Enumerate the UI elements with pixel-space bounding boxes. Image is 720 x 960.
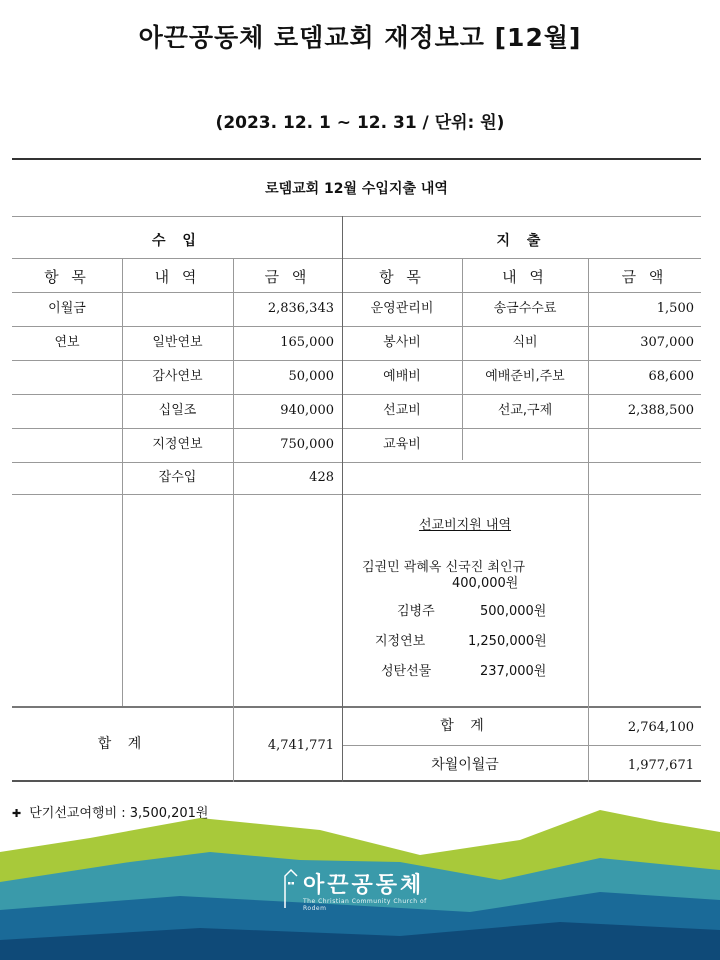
report-period: (2023. 12. 1 ~ 12. 31 / 단위: 원) (215, 113, 505, 133)
expense-total-amount: 2,764,100 (627, 720, 694, 735)
mission-label: 성탄선물 (381, 664, 432, 679)
mission-amount: 500,000원 (480, 604, 547, 619)
expense-detail: 선교,구제 (497, 403, 553, 418)
income-total-amount: 4,741,771 (267, 738, 334, 753)
table-title: 로뎀교회 12월 수입지출 내역 (265, 181, 448, 197)
income-amount: 750,000 (280, 437, 334, 452)
carryover-amount: 1,977,671 (627, 758, 694, 773)
expense-header: 지 출 (496, 233, 547, 249)
divider (462, 258, 463, 460)
expense-amount: 2,388,500 (627, 403, 694, 418)
rule (12, 706, 701, 708)
mission-amount: 1,250,000원 (468, 634, 547, 649)
mission-amount: 237,000원 (480, 664, 547, 679)
income-amount: 50,000 (288, 369, 334, 384)
mission-heading: 선교비지원 내역 (418, 518, 512, 533)
house-icon (283, 868, 299, 908)
income-col-item: 항 목 (44, 268, 90, 286)
expense-item: 봉사비 (383, 335, 421, 350)
rule (342, 745, 701, 746)
mission-names-amount: 400,000원 (452, 576, 519, 591)
rule (12, 326, 701, 327)
cross-icon: ✚ (12, 807, 22, 820)
expense-col-detail: 내 역 (502, 268, 548, 286)
table-top-rule (12, 158, 701, 160)
income-item: 연보 (54, 335, 80, 350)
expense-col-amount: 금 액 (621, 268, 668, 286)
table-bottom-rule (12, 780, 701, 782)
rule (12, 428, 701, 429)
expense-detail: 식비 (512, 335, 538, 350)
carryover-label: 차월이월금 (431, 757, 499, 773)
income-col-detail: 내 역 (154, 268, 201, 286)
expense-col-item: 항 목 (379, 268, 425, 286)
expense-item: 선교비 (383, 403, 421, 418)
community-logo (283, 868, 433, 914)
income-amount: 165,000 (280, 335, 334, 350)
mission-label: 지정연보 (375, 634, 426, 649)
expense-item: 예배비 (383, 369, 421, 384)
rule (12, 494, 701, 495)
mission-names: 김권민 곽혜옥 신국진 최인규 (362, 560, 526, 575)
income-header: 수 입 (152, 233, 202, 249)
income-amount: 940,000 (280, 403, 334, 418)
income-total-label: 합 계 (97, 736, 148, 752)
expense-item: 교육비 (383, 437, 421, 452)
expense-detail: 송금수수료 (493, 301, 557, 316)
income-detail: 잡수입 (158, 470, 197, 485)
expense-amount: 1,500 (656, 301, 694, 316)
income-amount: 2,836,343 (267, 301, 334, 316)
expense-amount: 307,000 (640, 335, 694, 350)
finance-table (12, 158, 701, 782)
income-detail: 일반연보 (152, 335, 203, 350)
income-item: 이월금 (48, 301, 86, 316)
rule (12, 258, 701, 259)
report-title: 아끈공동체 로뎀교회 재정보고 [12월] (138, 23, 582, 52)
income-detail: 감사연보 (152, 369, 203, 384)
rule (12, 216, 701, 217)
rule (12, 462, 701, 463)
expense-detail: 예배준비,주보 (485, 369, 565, 384)
expense-item: 운영관리비 (370, 301, 434, 316)
rule (12, 292, 701, 293)
expense-amount: 68,600 (648, 369, 694, 384)
rule (12, 394, 701, 395)
income-col-amount: 금 액 (264, 268, 311, 286)
expense-total-label: 합 계 (440, 718, 490, 734)
footnote-text: 단기선교여행비 : 3,500,201원 (29, 806, 209, 821)
logo-name: 아끈공동체 (303, 873, 425, 898)
rule (12, 360, 701, 361)
income-detail: 지정연보 (152, 437, 203, 452)
mission-label: 김병주 (397, 604, 435, 619)
income-detail: 십일조 (158, 403, 197, 418)
income-amount: 428 (309, 470, 334, 485)
logo-subtitle: The Christian Community Church of Rodem (303, 898, 427, 912)
